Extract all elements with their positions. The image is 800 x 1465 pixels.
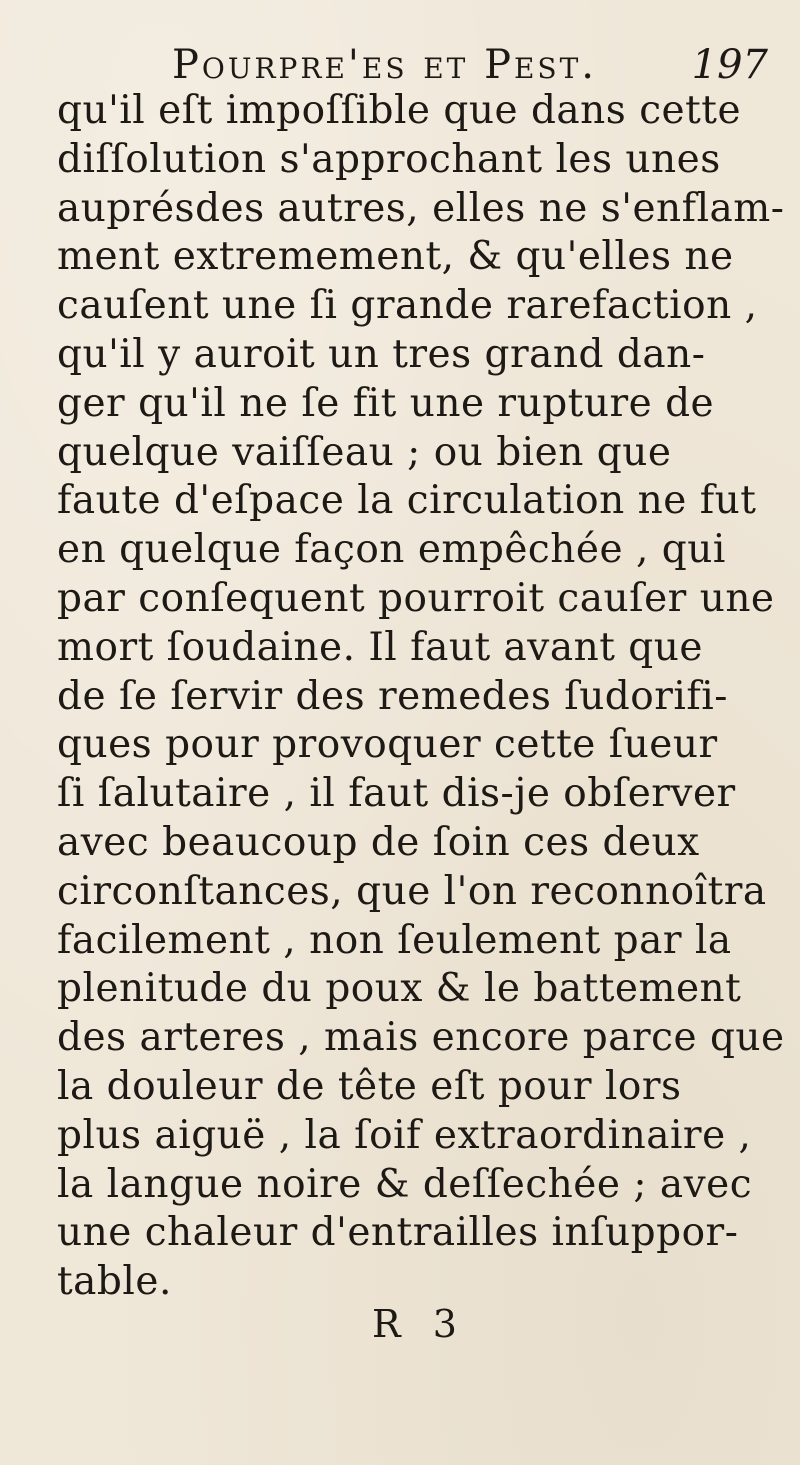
page-number: 197	[691, 42, 768, 88]
text-line: qu'il y auroit un tres grand dan-	[57, 331, 706, 377]
text-line: avec beaucoup de ſoin ces deux	[57, 819, 700, 865]
text-line: ger qu'il ne ſe fit une rupture de	[57, 380, 715, 426]
text-line: ques pour provoquer cette ſueur	[57, 722, 718, 768]
signature-mark: R 3	[372, 1302, 467, 1346]
running-head	[150, 40, 790, 90]
text-line: quelque vaiſſeau ; ou bien que	[57, 429, 672, 475]
text-line: cauſent une ſi grande rarefaction ,	[57, 283, 758, 329]
text-line: la langue noire & deſſechée ; avec	[57, 1161, 753, 1207]
text-line: mort ſoudaine. Il faut avant que	[57, 624, 703, 670]
text-line: ment extremement, & qu'elles ne	[57, 234, 734, 280]
text-line: circonſtances, que l'on reconnoîtra	[57, 868, 767, 914]
text-line: plenitude du poux & le battement	[57, 966, 742, 1012]
text-line: la douleur de tête eſt pour lors	[57, 1063, 682, 1109]
text-line: par conſequent pourroit cauſer une	[57, 575, 775, 621]
text-line: une chaleur d'entrailles inſuppor-	[57, 1210, 739, 1256]
text-line: diſſolution s'approchant les unes	[57, 136, 721, 182]
text-line: qu'il eſt impoſſible que dans cette	[57, 88, 742, 133]
body-text	[57, 87, 797, 1307]
text-line: facilement , non ſeulement par la	[57, 917, 732, 963]
text-line: de ſe ſervir des remedes ſudorifi-	[57, 673, 728, 719]
running-head-title: Pourpre'es et Pest.	[172, 42, 597, 88]
text-line: des arteres , mais encore parce que	[57, 1015, 785, 1061]
text-line: plus aiguë , la ſoif extraordinaire ,	[57, 1112, 752, 1158]
text-line: table.	[57, 1259, 172, 1305]
text-line: faute d'eſpace la circulation ne fut	[57, 478, 757, 524]
text-line: ſi ſalutaire , il faut dis-je obſerver	[57, 771, 736, 817]
text-line: auprésdes autres, elles ne s'enflam-	[57, 185, 785, 231]
text-line: en quelque façon empêchée , qui	[57, 527, 726, 573]
